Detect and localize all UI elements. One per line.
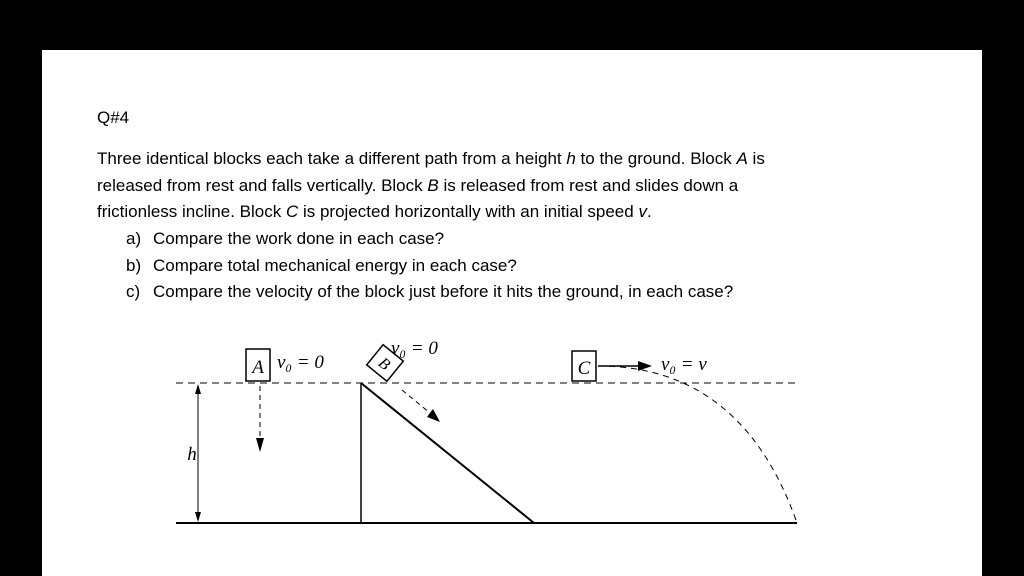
question-line-2: released from rest and falls vertically. Block B is released from rest and slides down a [97,175,739,195]
block-b-slide-path [402,390,430,413]
block-c-velocity-label: v₀ = v [661,354,707,375]
question-line-3: frictionless incline. Block C is projected horizontally with an initial speed v. [97,202,652,221]
incline [361,383,534,523]
sub-question-text: Compare the velocity of the block just before it hits the ground, in each case? [153,282,734,301]
block-c-trajectory [598,366,797,523]
sub-question-marker: a) [126,229,142,248]
right-arrow-icon [638,361,652,371]
block-b-label: B [374,354,394,374]
down-arrow-icon [256,438,264,452]
question-title: Q#4 [97,108,130,127]
question-page [42,50,982,576]
sub-question-text: Compare the work done in each case? [153,229,445,248]
block-a-velocity-label: v₀ = 0 [277,352,324,373]
sub-question-marker: c) [126,282,141,301]
block-b-velocity-label: v₀ = 0 [391,338,438,359]
sub-question-marker: b) [126,255,142,275]
block-c-label: C [577,358,591,379]
diagonal-arrow-icon [427,409,440,422]
sub-question-text: Compare total mechanical energy in each case? [153,255,517,275]
question-line-1: Three identical blocks each take a different path from a height h to the ground. Block A is [97,149,765,168]
height-label: h [187,444,197,465]
block-a-label: A [252,357,264,378]
three-blocks-diagram [42,50,982,576]
